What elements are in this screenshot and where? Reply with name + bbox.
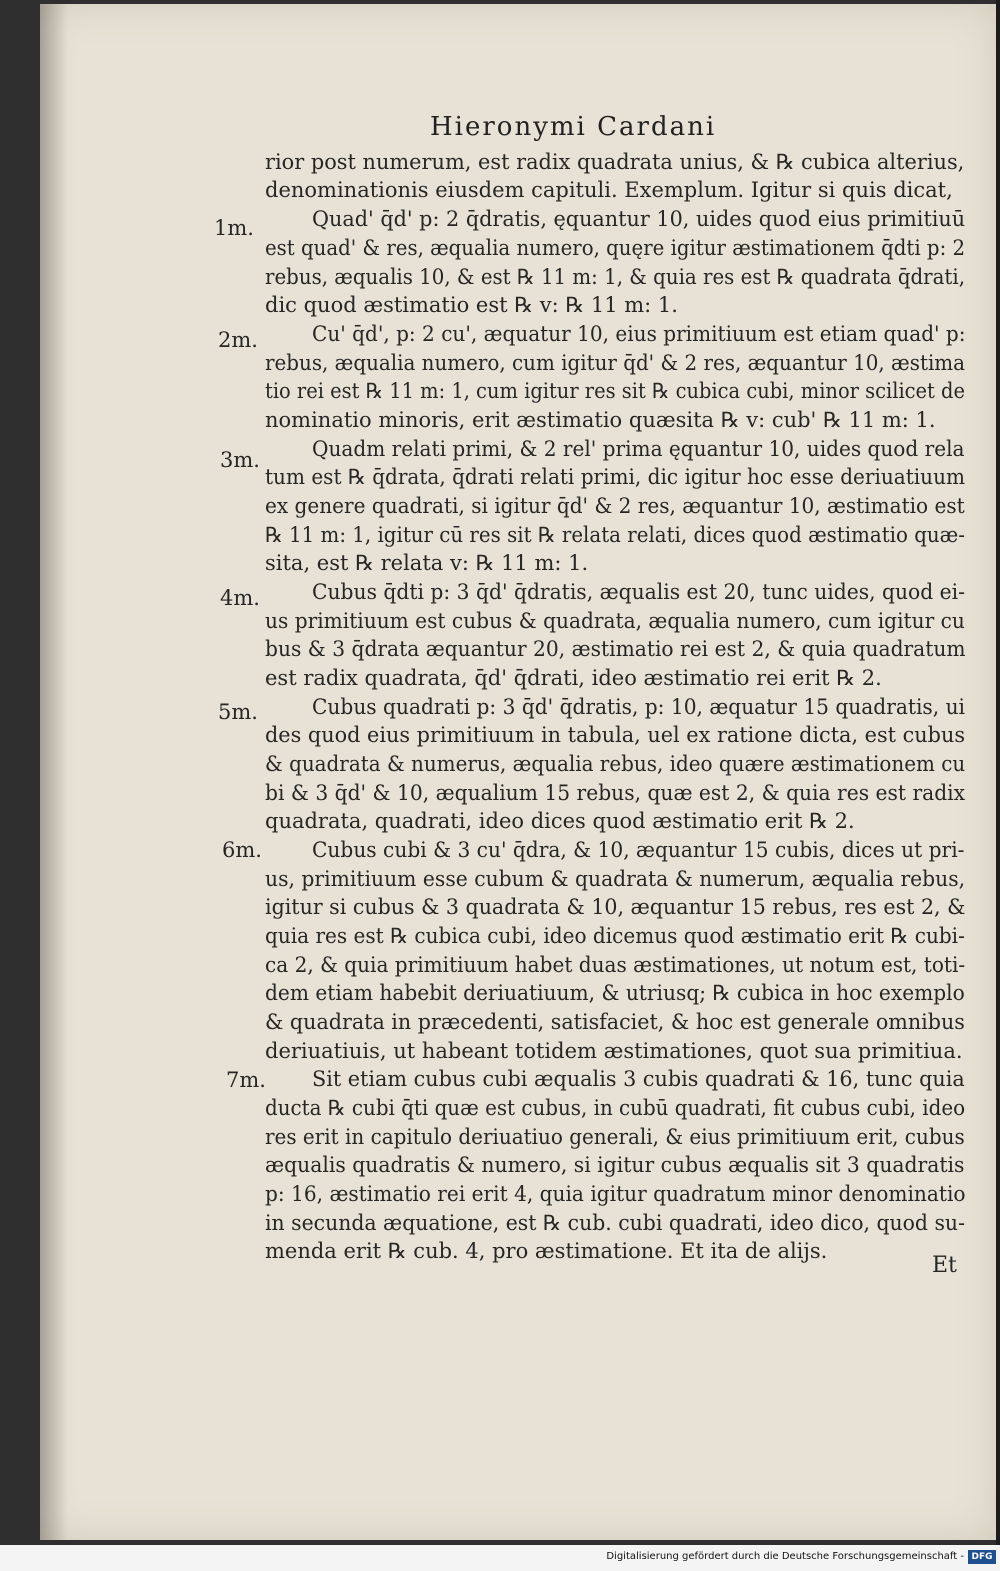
section-marker: 1m. [214, 216, 254, 240]
binding-edge [996, 0, 1000, 1545]
text-line: ex genere quadrati, si igitur q̄d' & 2 res, æquantur 10, æstimatio est [265, 494, 965, 518]
section-marker: 6m. [222, 838, 262, 862]
section-marker: 5m. [218, 700, 258, 724]
text-line: denominationis eiusdem capituli. Exemplum. Igitur si quis dicat, [265, 178, 953, 202]
section-marker: 3m. [220, 448, 260, 472]
text-line: Cu' q̄d', p: 2 cu', æquatur 10, eius primitiuum est etiam quad' p: [312, 322, 966, 346]
text-line: igitur si cubus & 3 quadrata & 10, æquantur 15 rebus, res est 2, & [265, 895, 966, 919]
text-line: rior post numerum, est radix quadrata unius, & ℞ cubica alterius, [265, 150, 965, 174]
section-marker: 7m. [226, 1068, 266, 1092]
text-line: Sit etiam cubus cubi æqualis 3 cubis quadrati & 16, tunc quia [312, 1067, 965, 1091]
text-line: Quad' q̄d' p: 2 q̄dratis, ęquantur 10, uides quod eius primitiuū [312, 207, 966, 231]
text-line: Cubus q̄dti p: 3 q̄d' q̄dratis, æqualis est 20, tunc uides, quod ei- [312, 580, 965, 604]
text-line: p: 16, æstimatio rei erit 4, quia igitur quadratum minor denominatio [265, 1182, 966, 1206]
text-line: in secunda æquatione, est ℞ cub. cubi quadrati, ideo dico, quod su- [265, 1211, 965, 1235]
text-line: Quadm relati primi, & 2 rel' prima ęquantur 10, uides quod rela [312, 437, 965, 461]
text-line: est quad' & res, æqualia numero, quęre igitur æstimationem q̄dti p: 2 [265, 236, 966, 260]
catchword: Et [932, 1253, 957, 1278]
text-line: ℞ 11 m: 1, igitur cū res sit ℞ relata relati, dices quod æstimatio quæ- [265, 523, 965, 547]
text-line: æqualis quadratis & numero, si igitur cubus æqualis sit 3 quadratis [265, 1153, 965, 1177]
text-line: nominatio minoris, erit æstimatio quæsita ℞ v: cub' ℞ 11 m: 1. [265, 408, 936, 432]
text-line: ducta ℞ cubi q̄ti quæ est cubus, in cubū quadrati, fit cubus cubi, ideo [265, 1096, 966, 1120]
text-line: Cubus cubi & 3 cu' q̄dra, & 10, æquantur 15 cubis, dices ut pri- [312, 838, 965, 862]
text-line: bi & 3 q̄d' & 10, æqualium 15 rebus, quæ est 2, & quia res est radix [265, 781, 966, 805]
text-line: us, primitiuum esse cubum & quadrata & numerum, æqualia rebus, [265, 867, 966, 891]
text-line: menda erit ℞ cub. 4, pro æstimatione. Et ita de alijs. [265, 1239, 828, 1263]
text-line: res erit in capitulo deriuatiuo generali, & eius primitiuum erit, cubus [265, 1125, 965, 1149]
text-line: dic quod æstimatio est ℞ v: ℞ 11 m: 1. [265, 293, 678, 317]
text-line: est radix quadrata, q̄d' q̄drati, ideo æstimatio rei erit ℞ 2. [265, 666, 882, 690]
text-line: rebus, æqualia numero, cum igitur q̄d' & 2 res, æquantur 10, æstima [265, 351, 966, 375]
text-line: & quadrata in præcedenti, satisfaciet, & hoc est generale omnibus [265, 1010, 965, 1034]
text-line: Cubus quadrati p: 3 q̄d' q̄dratis, p: 10, æquatur 15 quadratis, ui [312, 695, 965, 719]
text-line: tum est ℞ q̄drata, q̄drati relati primi, dic igitur hoc esse deriuatiuum [265, 465, 965, 489]
dfg-logo-icon[interactable]: DFG [968, 1550, 996, 1564]
text-line: des quod eius primitiuum in tabula, uel ex ratione dicta, est cubus [265, 723, 966, 747]
section-marker: 4m. [220, 586, 260, 610]
footer-credit: Digitalisierung gefördert durch die Deutsche Forschungsgemeinschaft - [606, 1551, 964, 1562]
text-line: tio rei est ℞ 11 m: 1, cum igitur res sit ℞ cubica cubi, minor scilicet de [265, 379, 966, 403]
text-line: dem etiam habebit deriuatiuum, & utriusq; ℞ cubica in hoc exemplo [265, 981, 965, 1005]
text-line: quadrata, quadrati, ideo dices quod æstimatio erit ℞ 2. [265, 809, 855, 833]
text-line: sita, est ℞ relata v: ℞ 11 m: 1. [265, 551, 589, 575]
text-line: & quadrata & numerus, æqualia rebus, ideo quære æstimationem cu [265, 752, 966, 776]
text-line: bus & 3 q̄drata æquantur 20, æstimatio rei est 2, & quia quadratum [265, 637, 966, 661]
running-head: Hieronymi Cardani [430, 112, 717, 142]
text-line: deriuatiuis, ut habeant totidem æstimationes, quot sua primitiua. [265, 1039, 963, 1063]
text-line: us primitiuum est cubus & quadrata, æqualia numero, cum igitur cu [265, 609, 965, 633]
text-line: quia res est ℞ cubica cubi, ideo dicemus quod æstimatio erit ℞ cubi- [265, 924, 965, 948]
footer-bar [0, 1545, 1000, 1571]
section-marker: 2m. [218, 328, 258, 352]
text-line: rebus, æqualis 10, & est ℞ 11 m: 1, & quia res est ℞ quadrata q̄drati, [265, 265, 965, 289]
text-line: ca 2, & quia primitiuum habet duas æstimationes, ut notum est, toti- [265, 953, 966, 977]
